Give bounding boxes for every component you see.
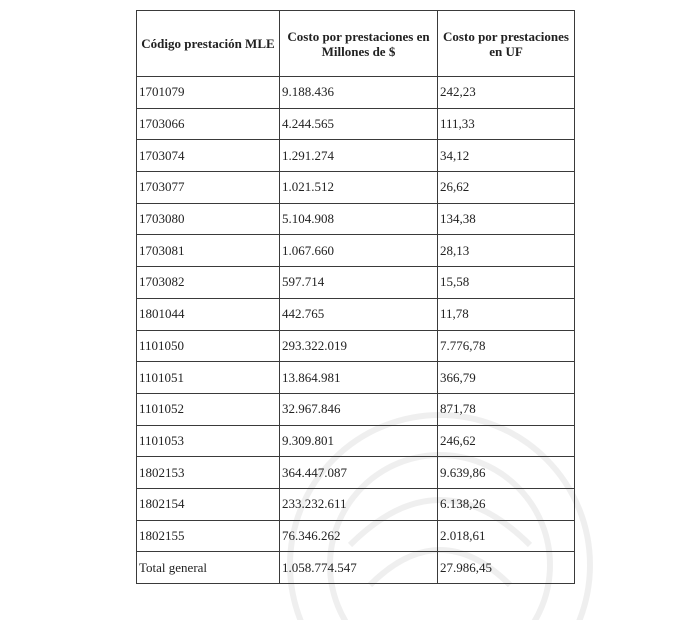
- header-codigo: Código prestación MLE: [137, 11, 280, 77]
- cell-costo-uf: 15,58: [438, 267, 575, 299]
- cell-codigo: 1101052: [137, 393, 280, 425]
- cell-codigo: 1703066: [137, 108, 280, 140]
- cell-costo-millones: 442.765: [280, 298, 438, 330]
- cell-costo-millones: 1.291.274: [280, 140, 438, 172]
- cell-costo-millones: 13.864.981: [280, 362, 438, 394]
- cell-codigo: 1703081: [137, 235, 280, 267]
- table-row: [137, 488, 575, 520]
- cell-codigo: 1101050: [137, 330, 280, 362]
- cell-costo-uf: 242,23: [438, 77, 575, 109]
- cell-costo-uf: 871,78: [438, 393, 575, 425]
- cell-codigo: 1703082: [137, 267, 280, 299]
- cell-total-label: Total general: [137, 552, 280, 584]
- cell-costo-millones: 4.244.565: [280, 108, 438, 140]
- cell-codigo: 1703077: [137, 172, 280, 204]
- cell-costo-uf: 26,62: [438, 172, 575, 204]
- cell-costo-uf: 34,12: [438, 140, 575, 172]
- cell-costo-millones: 1.021.512: [280, 172, 438, 204]
- cell-costo-uf: 366,79: [438, 362, 575, 394]
- cell-costo-millones: 9.188.436: [280, 77, 438, 109]
- cell-codigo: 1802153: [137, 457, 280, 489]
- cell-costo-millones: 1.067.660: [280, 235, 438, 267]
- table-header-row: [137, 11, 575, 77]
- cell-costo-millones: 76.346.262: [280, 520, 438, 552]
- cell-costo-uf: 9.639,86: [438, 457, 575, 489]
- cell-costo-millones: 5.104.908: [280, 203, 438, 235]
- cell-costo-millones: 233.232.611: [280, 488, 438, 520]
- table-row: [137, 235, 575, 267]
- table-row: [137, 457, 575, 489]
- table-row: [137, 108, 575, 140]
- table-row: [137, 172, 575, 204]
- cell-codigo: 1101053: [137, 425, 280, 457]
- cell-codigo: 1801044: [137, 298, 280, 330]
- table-row: [137, 267, 575, 299]
- cell-codigo: 1101051: [137, 362, 280, 394]
- cell-costo-uf: 134,38: [438, 203, 575, 235]
- cell-costo-uf: 2.018,61: [438, 520, 575, 552]
- cost-table: [136, 10, 575, 584]
- cell-codigo: 1703080: [137, 203, 280, 235]
- table-row: [137, 140, 575, 172]
- cell-codigo: 1701079: [137, 77, 280, 109]
- table-total-row: [137, 552, 575, 584]
- cell-costo-millones: 293.322.019: [280, 330, 438, 362]
- cell-costo-millones: 9.309.801: [280, 425, 438, 457]
- cell-costo-uf: 7.776,78: [438, 330, 575, 362]
- cell-codigo: 1703074: [137, 140, 280, 172]
- header-costo-uf: Costo por prestaciones en UF: [438, 11, 575, 77]
- cell-costo-uf: 111,33: [438, 108, 575, 140]
- table-row: [137, 203, 575, 235]
- cell-total-uf: 27.986,45: [438, 552, 575, 584]
- cell-codigo: 1802154: [137, 488, 280, 520]
- cell-costo-uf: 11,78: [438, 298, 575, 330]
- table-row: [137, 77, 575, 109]
- cell-costo-uf: 28,13: [438, 235, 575, 267]
- table-row: [137, 298, 575, 330]
- table-row: [137, 393, 575, 425]
- table-row: [137, 520, 575, 552]
- cell-codigo: 1802155: [137, 520, 280, 552]
- table-row: [137, 425, 575, 457]
- cell-costo-uf: 246,62: [438, 425, 575, 457]
- cell-costo-millones: 364.447.087: [280, 457, 438, 489]
- cell-costo-millones: 597.714: [280, 267, 438, 299]
- header-costo-millones: Costo por prestaciones en Millones de $: [280, 11, 438, 77]
- cell-costo-millones: 32.967.846: [280, 393, 438, 425]
- table-row: [137, 330, 575, 362]
- cell-total-millones: 1.058.774.547: [280, 552, 438, 584]
- table-row: [137, 362, 575, 394]
- cell-costo-uf: 6.138,26: [438, 488, 575, 520]
